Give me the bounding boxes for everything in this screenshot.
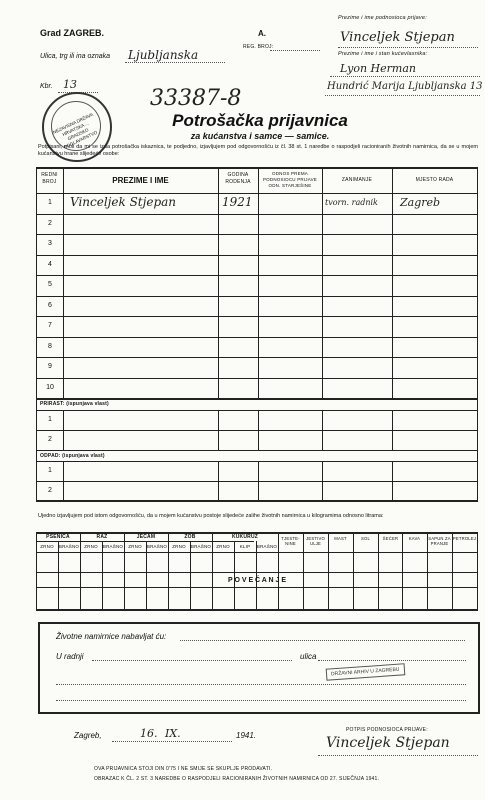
owner-label: Prezime i ime i stan kućevlasnika: bbox=[338, 51, 428, 57]
col-header-year: GODINA RODENJA bbox=[225, 172, 251, 185]
applicant-value: Vinceljek Stjepan bbox=[340, 30, 455, 45]
stock-item-header: SOL bbox=[361, 536, 370, 541]
odpad-label: ODPAD: (ispunjava vlast) bbox=[40, 453, 105, 459]
reg-label: REG. BROJ: bbox=[243, 44, 274, 50]
shop-label: U radnji bbox=[56, 652, 84, 661]
kbr-label: Kbr. bbox=[40, 83, 53, 90]
applicant-label: Prezime i ime podnosioca prijave: bbox=[338, 15, 427, 21]
row-number: 8 bbox=[48, 343, 52, 350]
registration-number: 33387-8 bbox=[150, 86, 242, 111]
row-year: 1921 bbox=[222, 195, 253, 209]
stock-declaration: Ujedno izjavljujem pod istom odgovornošću, da u mojem kućanstvu postoje slijedeće zalihe životnih namirnica u kilogramima odnosno litrama: bbox=[38, 513, 384, 519]
prirast-row-1: 1 bbox=[48, 416, 52, 423]
footer-city: Zagreb, bbox=[74, 731, 102, 740]
odpad-row-2: 2 bbox=[48, 487, 52, 494]
applicant-signature: Vinceljek Stjepan bbox=[326, 735, 450, 751]
stock-group: KUKURUZ bbox=[231, 534, 259, 540]
row-number: 3 bbox=[48, 240, 52, 247]
row-job: tvorn. radnik bbox=[325, 198, 378, 207]
form-subtitle: za kućanstva i samce — samice. bbox=[190, 131, 330, 141]
col-header-workplace: MJESTO RADA bbox=[415, 177, 454, 183]
row-number: 1 bbox=[48, 199, 52, 206]
stock-item-header: ŠEĆER bbox=[382, 536, 399, 541]
stock-item-header: KAVA bbox=[408, 536, 421, 541]
row-number: 9 bbox=[48, 363, 52, 370]
price-note: OVA PRIJAVNICA STOJI DIN 0'75 I NE SMIJE SE SKUPLJE PRODAVATI. bbox=[94, 766, 273, 772]
city-label: Grad ZAGREB. bbox=[40, 28, 105, 38]
col-header-relation: ODNOS PREMA PODNOSIOCU PRIJAVE ODN. STARJEŠINE bbox=[262, 171, 318, 188]
row-number: 7 bbox=[48, 322, 52, 329]
stock-subheader: BRAŠNO bbox=[102, 544, 124, 549]
stock-item-header: SAPUN ZA PRANJE bbox=[428, 536, 451, 546]
stock-subheader: ZRNO bbox=[128, 544, 142, 549]
stamp-text: NEZAVISNA DRŽAVA HRVATSKA ... GRADSKO POGLAVARSTVO bbox=[52, 111, 99, 150]
prirast-label: PRIRAST: (ispunjava vlast) bbox=[40, 401, 109, 407]
povecanje-label: P O V E Ć A N J E bbox=[227, 577, 287, 584]
row-workplace: Zagreb bbox=[400, 196, 441, 209]
form-reference-note: OBRAZAC K ČL. 2 ST. 3 NAREDBE O RASPODJELI RACIONIRANIH ŽIVOTNIH NAMIRNICA OD 27. SIJEČNJA 1941. bbox=[94, 776, 380, 782]
stock-subheader: ZRNO bbox=[216, 544, 230, 549]
street-label: Ulica, trg ili ina oznaka bbox=[40, 53, 111, 60]
stock-group: RAŽ bbox=[96, 534, 108, 540]
signature-label: POTPIS PODNOSIOCA PRIJAVE: bbox=[346, 727, 428, 733]
row-number: 6 bbox=[48, 302, 52, 309]
row-number: 5 bbox=[48, 281, 52, 288]
stock-subheader: ZRNO bbox=[40, 544, 54, 549]
shop-street-label: ulica bbox=[300, 652, 317, 661]
row-number: 10 bbox=[46, 384, 54, 391]
row-number: 4 bbox=[48, 261, 52, 268]
stock-item-header: JESTIVO ULJE bbox=[306, 536, 325, 546]
footer-year: 1941. bbox=[236, 731, 257, 740]
stock-subheader: BRAŠNO bbox=[256, 544, 278, 549]
form-title: Potrošačka prijavnica bbox=[172, 111, 348, 130]
stock-item-header: MAST bbox=[334, 536, 347, 541]
odpad-row-1: 1 bbox=[48, 467, 52, 474]
prirast-row-2: 2 bbox=[48, 436, 52, 443]
stock-subheader: KLIP bbox=[239, 544, 251, 549]
owner-line2: Hundrić Marija Ljubljanska 13 bbox=[327, 81, 483, 92]
stock-subheader: BRAŠNO bbox=[146, 544, 168, 549]
section-label: A. bbox=[258, 29, 266, 38]
stock-subheader: BRAŠNO bbox=[190, 544, 212, 549]
stock-subheader: ZRNO bbox=[172, 544, 186, 549]
archive-stamp: DRŽAVNI ARHIV U ZAGREBU bbox=[326, 663, 405, 680]
footer-month: IX. bbox=[165, 727, 181, 740]
stock-group: JEČAM bbox=[136, 534, 156, 540]
stock-group: ZOB bbox=[184, 534, 196, 540]
col-header-no: REDNI BROJ bbox=[41, 172, 58, 185]
stock-group: PŠENICA bbox=[46, 534, 70, 540]
row-name: Vinceljek Stjepan bbox=[70, 195, 177, 209]
col-header-job: ZANIMANJE bbox=[341, 177, 373, 183]
col-header-name: PREZIME I IME bbox=[112, 176, 169, 185]
footer-day: 16. bbox=[140, 727, 158, 740]
kbr-value: 13 bbox=[63, 78, 77, 91]
intro-text: Potpisani, moli da mi se izda potrošačka iskaznica, te podjedno, izjavljujem pod odgovornošću iz čl. 38 st. 1 naredbe o raspodjeli racioniranih životnih namirnica, da se u mojem kućanstvu hrane slijedeće osobe: bbox=[38, 144, 478, 157]
owner-line1: Lyon Herman bbox=[340, 62, 416, 75]
shop-heading: Životne namirnice nabavljat ću: bbox=[56, 632, 167, 641]
stock-subheader: ZRNO bbox=[84, 544, 98, 549]
street-value: Ljubljanska bbox=[128, 48, 199, 62]
stock-subheader: BRAŠNO bbox=[58, 544, 80, 549]
stock-item-header: PETROLEJ bbox=[452, 536, 477, 541]
stock-item-header: TJESTE-NINE bbox=[281, 536, 300, 546]
row-number: 2 bbox=[48, 220, 52, 227]
